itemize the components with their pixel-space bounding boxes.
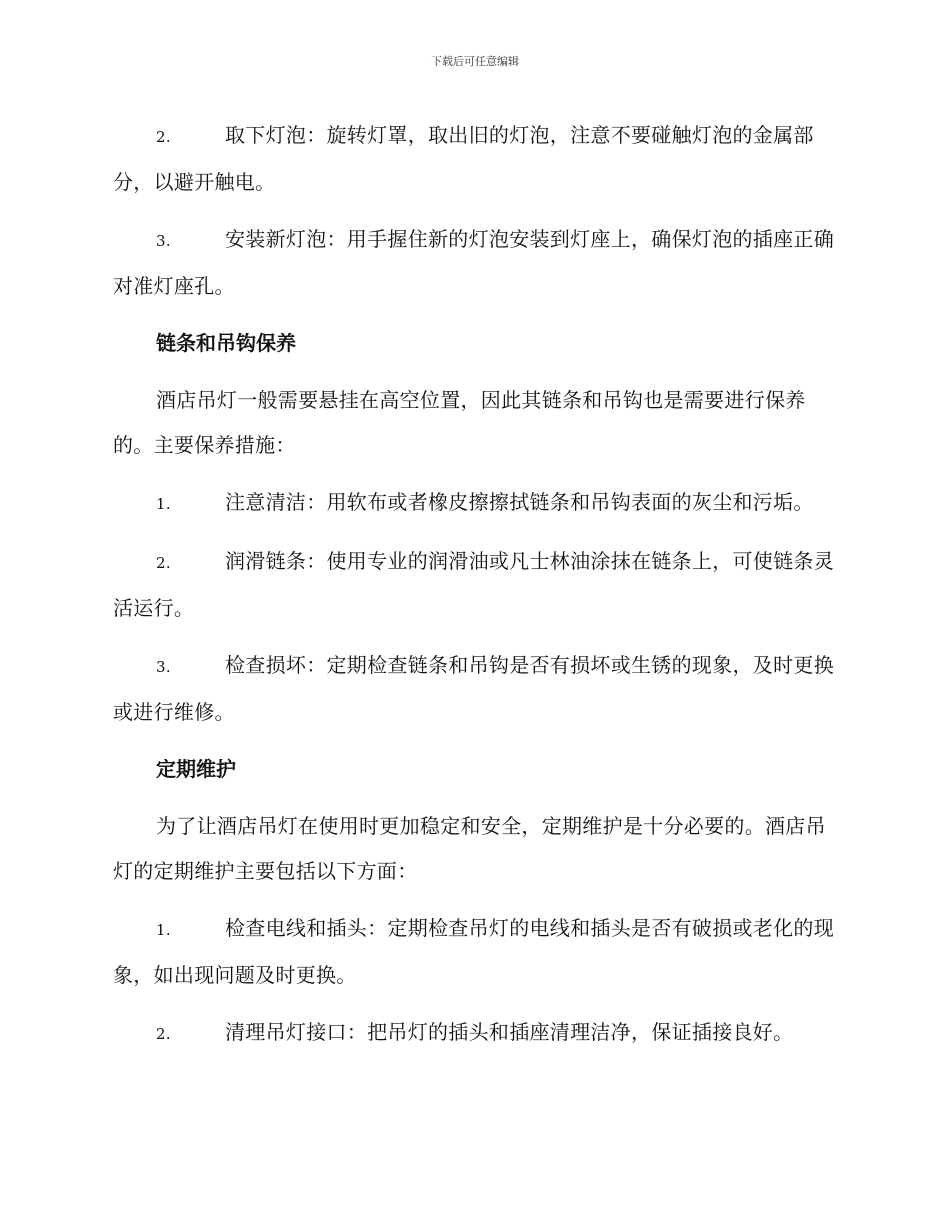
list-text: 检查损坏：定期检查链条和吊钩是否有损坏或生锈的现象，及时更换或进行维修。 [113,653,834,724]
section-heading: 链条和吊钩保养 [156,331,296,355]
list-number: 1. [156,495,171,513]
list-text: 检查电线和插头：定期检查吊灯的电线和插头是否有破损或老化的现象，如出现问题及时更换。 [113,916,834,987]
list-item [113,539,837,631]
list-item [113,113,837,205]
list-text: 润滑链条：使用专业的润滑油或凡士林油涂抹在链条上，可使链条灵活运行。 [113,549,834,620]
page-header: 下载后可任意编辑 [431,55,519,68]
list-number: 2. [156,128,171,146]
list-number: 1. [156,921,171,939]
list-number: 3. [156,232,171,250]
list-text: 取下灯泡：旋转灯罩，取出旧的灯泡，注意不要碰触灯泡的金属部分，以避开触电。 [113,123,814,194]
list-text: 安装新灯泡：用手握住新的灯泡安装到灯座上，确保灯泡的插座正确对准灯座孔。 [113,227,834,298]
list-number: 2. [156,1025,171,1043]
list-number: 2. [156,554,171,572]
list-item [113,1010,837,1057]
section-heading: 定期维护 [156,757,236,781]
list-item [113,217,837,309]
list-item [113,643,837,735]
section-intro: 酒店吊灯一般需要悬挂在高空位置，因此其链条和吊钩也是需要进行保养的。主要保养措施： [113,388,806,457]
document-body [113,113,837,1069]
list-item [113,480,837,527]
section-intro: 为了让酒店吊灯在使用时更加稳定和安全，定期维护是十分必要的。酒店吊灯的定期维护主要包括以下方面： [113,814,826,883]
list-number: 3. [156,658,171,676]
list-text: 注意清洁：用软布或者橡皮擦擦拭链条和吊钩表面的灰尘和污垢。 [225,490,814,514]
list-item [113,906,837,998]
list-text: 清理吊灯接口：把吊灯的插头和插座清理洁净，保证插接良好。 [225,1020,794,1044]
